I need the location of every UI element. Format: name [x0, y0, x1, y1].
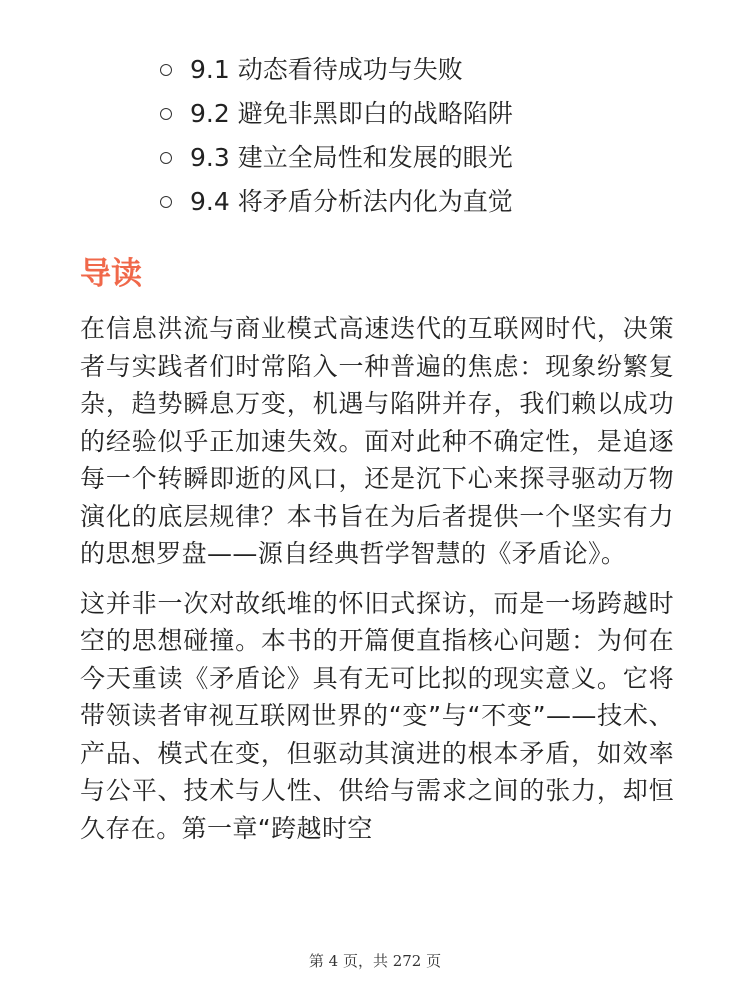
page-number-footer: 第 4 页，共 272 页	[308, 952, 442, 970]
section-heading: 导读	[80, 256, 142, 292]
toc-item[interactable]	[160, 136, 720, 180]
toc-item[interactable]	[160, 180, 720, 224]
paragraph: 在信息洪流与商业模式高速迭代的互联网时代，决策者与实践者们时常陷入一种普遍的焦虑：现象纷繁复杂，趋势瞬息万变，机遇与陷阱并存，我们赖以成功的经验似乎正加速失效。面对此种不确定性，是追逐每一个转瞬即逝的风口，还是沉下心来探寻驱动万物演化的底层规律？本书旨在为后者提供一个坚实有力的思想罗盘——源自经典哲学智慧的《矛盾论》。	[80, 314, 674, 568]
toc-item-label: 9.1 动态看待成功与失败	[190, 55, 463, 84]
section-body	[80, 310, 674, 859]
toc-item-label: 9.4 将矛盾分析法内化为直觉	[190, 187, 513, 216]
hollow-circle-bullet-icon	[160, 196, 172, 208]
toc-item-label: 9.2 避免非黑即白的战略陷阱	[190, 99, 513, 128]
paragraph: 这并非一次对故纸堆的怀旧式探访，而是一场跨越时空的思想碰撞。本书的开篇便直指核心问题：为何在今天重读《矛盾论》具有无可比拟的现实意义。它将带领读者审视互联网世界的“变”与“不变”——技术、产品、模式在变，但驱动其演进的根本矛盾，如效率与公平、技术与人性、供给与需求之间的张力，却恒久存在。第一章“跨越时空	[80, 588, 674, 843]
toc-item[interactable]	[160, 48, 720, 92]
toc-item-label: 9.3 建立全局性和发展的眼光	[190, 143, 513, 172]
toc-item[interactable]	[160, 92, 720, 136]
hollow-circle-bullet-icon	[160, 108, 172, 120]
table-of-contents	[160, 48, 720, 224]
hollow-circle-bullet-icon	[160, 64, 172, 76]
hollow-circle-bullet-icon	[160, 152, 172, 164]
